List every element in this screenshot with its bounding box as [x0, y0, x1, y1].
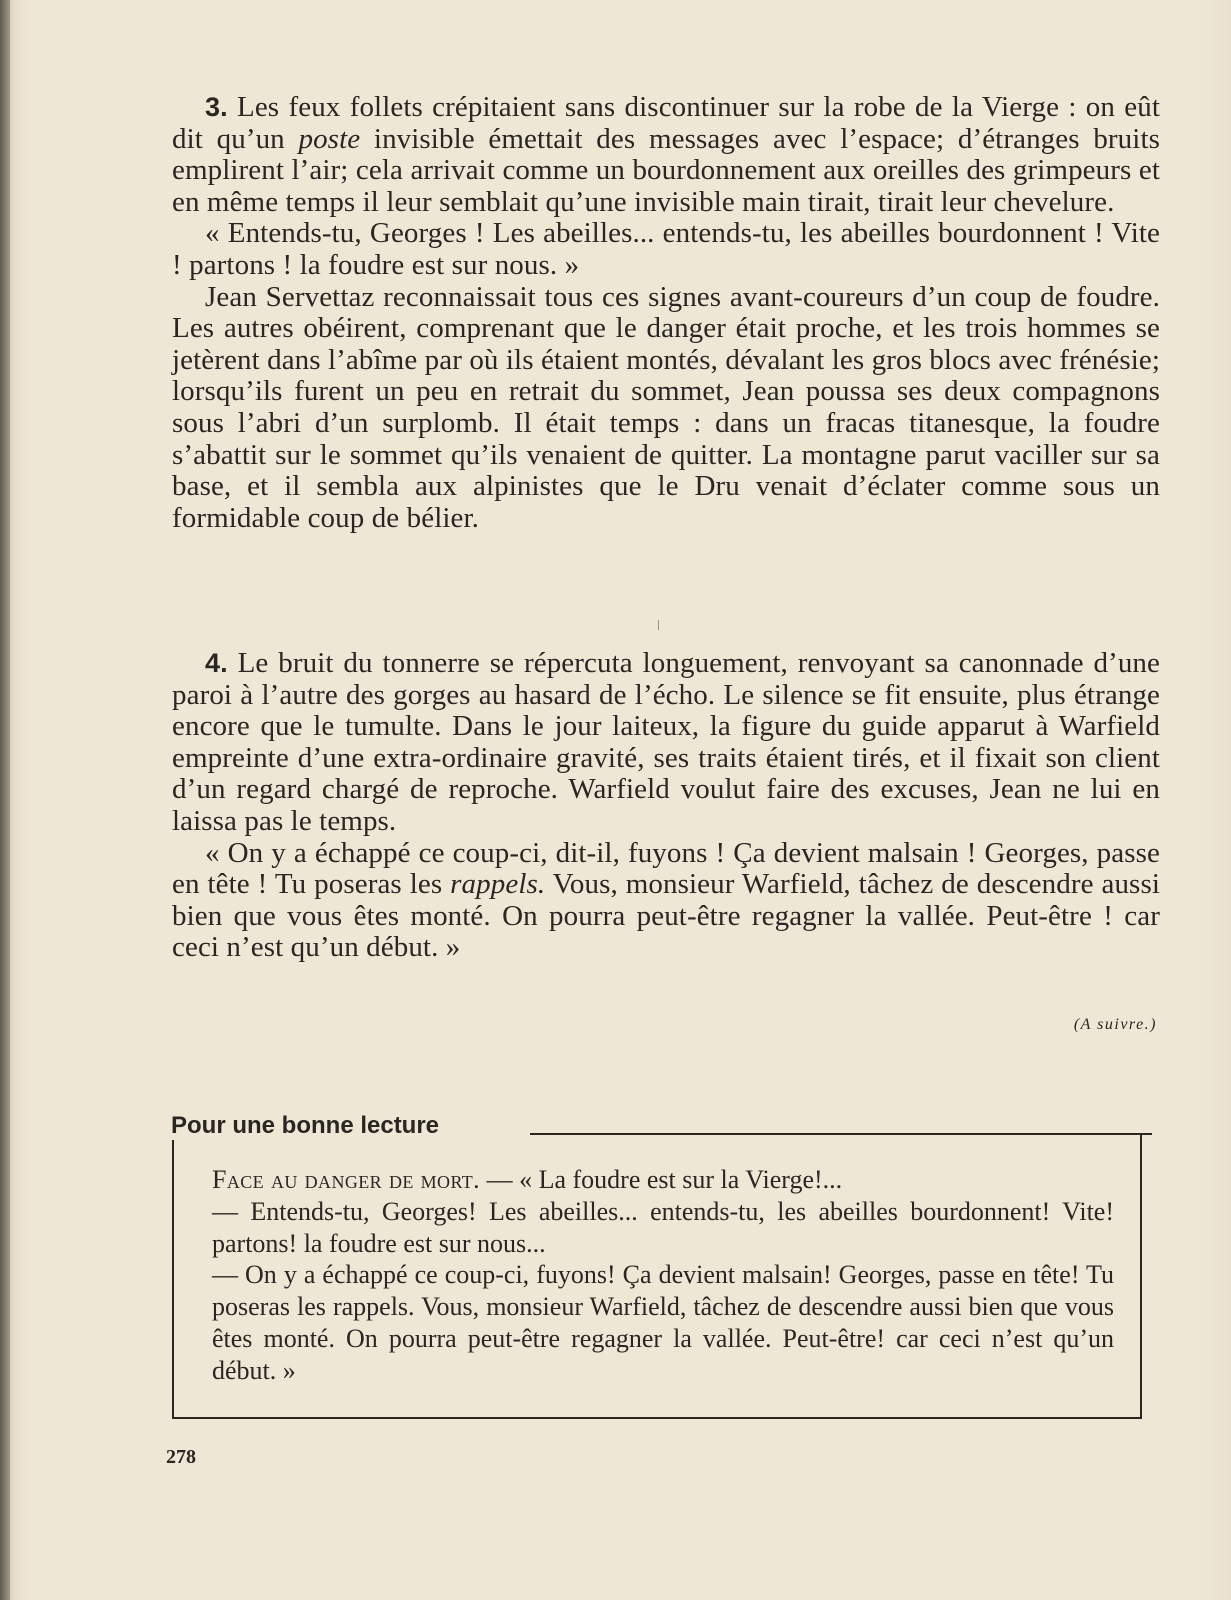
- section-4-text: Le bruit du tonnerre se répercuta longuement, renvoyant sa canonnade d’une paroi à l’autre des gorges au hasard de l’écho. Le silence se fit ensuite, plus étrange encore que le tumulte. Dans le jour laiteux, la figure du guide apparut à Warfield empreinte d’une extra-ordinaire gravité, ses traits étaient tirés, et il fixait son client d’un regard chargé de reproche. Warfield voulut faire des excuses, Jean ne lui en laissa pas le temps.: [172, 647, 1160, 837]
- reading-box-lead: Face au danger de mort.: [212, 1165, 481, 1194]
- reading-box-heading: Pour une bonne lecture: [171, 1112, 449, 1140]
- binding-edge: [0, 0, 10, 1600]
- section-4: [172, 648, 1160, 964]
- section-3-italic-word: poste: [298, 122, 361, 155]
- section-4-number: 4.: [205, 648, 228, 678]
- section-3-text-b: invisible émettait des messages avec l’espace; d’étranges bruits emplirent l’air; cela arrivait comme un bourdonnement aux oreilles des grimpeurs et en même temps il leur semblait qu’une invisible main tirait, tirait leur chevelure.: [172, 122, 1160, 218]
- reading-box-line-1: [212, 1164, 1114, 1196]
- section-divider-mark: [658, 620, 659, 630]
- page-number: 278: [166, 1446, 196, 1468]
- reading-box-line-3: — On y a échappé ce coup-ci, fuyons! Ça devient malsain! Georges, passe en tête! Tu poseras les rappels. Vous, monsieur Warfield, tâchez de descendre aussi bien que vous êtes monté. On pourra peut-être regagner la vallée. Peut-être! car ceci n’est qu’un début. »: [212, 1260, 1114, 1385]
- section-4-paragraph-1: [172, 648, 1160, 838]
- section-4-text-b: Vous, monsieur Warfield, tâchez de descendre aussi bien que vous êtes monté. On pourra peut-être regagner la vallée. Peut-être ! car ceci n’est qu’un début. »: [172, 868, 1160, 964]
- section-3-number: 3.: [205, 92, 228, 122]
- reading-box-text: [212, 1164, 1114, 1387]
- reading-box-line-1-text: — « La foudre est sur la Vierge!...: [480, 1165, 843, 1194]
- section-4-paragraph-2: [172, 838, 1160, 964]
- section-3-paragraph-2: « Entends-tu, Georges ! Les abeilles... entends-tu, les abeilles bourdonnent ! Vite ! partons ! la foudre est sur nous. »: [172, 217, 1160, 281]
- section-4-text-a: « On y a échappé ce coup-ci, dit-il, fuyons ! Ça devient malsain ! Georges, passe en tête ! Tu poseras les: [172, 836, 1160, 901]
- section-3: [172, 92, 1160, 534]
- section-4-italic-word: rappels.: [450, 868, 546, 901]
- section-3-text-a: Les feux follets crépitaient sans discontinuer sur la robe de la Vierge : on eût dit qu’un: [172, 91, 1160, 155]
- section-3-paragraph-3: Jean Servettaz reconnaissait tous ces signes avant-coureurs d’un coup de foudre. Les autres obéirent, comprenant que le danger était proche, et les trois hommes se jetèrent dans l’abîme par où ils étaient montés, dévalant les gros blocs avec frénésie; lorsqu’ils furent un peu en retrait du sommet, Jean poussa ses deux compagnons sous l’abri d’un surplomb. Il était temps : dans un fracas titanesque, la foudre s’abattit sur le sommet qu’ils venaient de quitter. La montagne parut vaciller sur sa base, et il sembla aux alpinistes que le Dru venait d’éclater comme sous un formidable coup de bélier.: [172, 280, 1160, 534]
- a-suivre-note: (A suivre.): [1073, 1016, 1157, 1033]
- section-3-paragraph-1: [172, 92, 1160, 218]
- reading-box-line-2: — Entends-tu, Georges! Les abeilles... entends-tu, les abeilles bourdonnent! Vite! partons! la foudre est sur nous...: [212, 1196, 1114, 1258]
